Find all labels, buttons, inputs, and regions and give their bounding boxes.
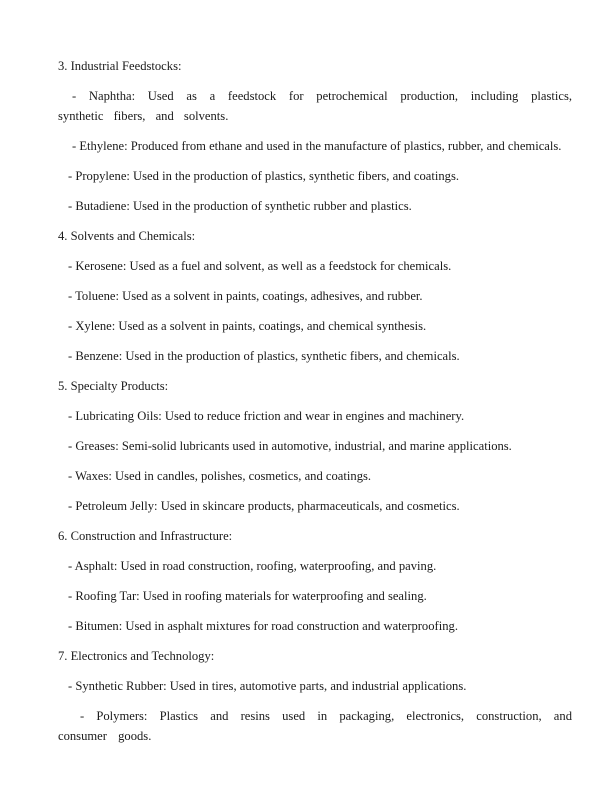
list-item-roofing-tar: - Roofing Tar: Used in roofing materials for waterproofing and sealing.: [68, 589, 427, 603]
list-item-naphtha: - Naphtha: Used as a feedstock for petrochemical production, including plastics, synthetic fibers, and solvents.: [58, 89, 572, 123]
list-item-butadiene: - Butadiene: Used in the production of synthetic rubber and plastics.: [68, 199, 412, 213]
list-item-xylene: - Xylene: Used as a solvent in paints, coatings, and chemical synthesis.: [68, 319, 427, 333]
list-item-greases: - Greases: Semi-solid lubricants used in automotive, industrial, and marine applications.: [68, 439, 512, 453]
list-item-petroleum-jelly: - Petroleum Jelly: Used in skincare products, pharmaceuticals, and cosmetics.: [68, 499, 460, 513]
section-heading-industrial-feedstocks: 3. Industrial Feedstocks:: [58, 59, 182, 73]
list-item-kerosene: - Kerosene: Used as a fuel and solvent, as well as a feedstock for chemicals.: [68, 259, 452, 273]
section-heading-specialty-products: 5. Specialty Products:: [58, 379, 169, 393]
list-item-asphalt: - Asphalt: Used in road construction, roofing, waterproofing, and paving.: [68, 559, 437, 573]
list-item-polymers: - Polymers: Plastics and resins used in packaging, electronics, construction, and consumer goods.: [58, 709, 572, 743]
list-item-bitumen: - Bitumen: Used in asphalt mixtures for road construction and waterproofing.: [68, 619, 458, 633]
list-item-waxes: - Waxes: Used in candles, polishes, cosmetics, and coatings.: [68, 469, 372, 483]
section-heading-electronics-technology: 7. Electronics and Technology:: [58, 649, 215, 663]
list-item-ethylene: - Ethylene: Produced from ethane and used in the manufacture of plastics, rubber, and chemicals.: [72, 139, 562, 153]
list-item-benzene: - Benzene: Used in the production of plastics, synthetic fibers, and chemicals.: [68, 349, 460, 363]
section-heading-construction-infrastructure: 6. Construction and Infrastructure:: [58, 529, 233, 543]
section-heading-solvents-chemicals: 4. Solvents and Chemicals:: [58, 229, 196, 243]
document-page: [58, 56, 572, 756]
list-item-synthetic-rubber: - Synthetic Rubber: Used in tires, automotive parts, and industrial applications.: [68, 679, 467, 693]
list-item-toluene: - Toluene: Used as a solvent in paints, coatings, adhesives, and rubber.: [68, 289, 423, 303]
list-item-propylene: - Propylene: Used in the production of plastics, synthetic fibers, and coatings.: [68, 169, 460, 183]
list-item-lubricating-oils: - Lubricating Oils: Used to reduce friction and wear in engines and machinery.: [68, 409, 465, 423]
